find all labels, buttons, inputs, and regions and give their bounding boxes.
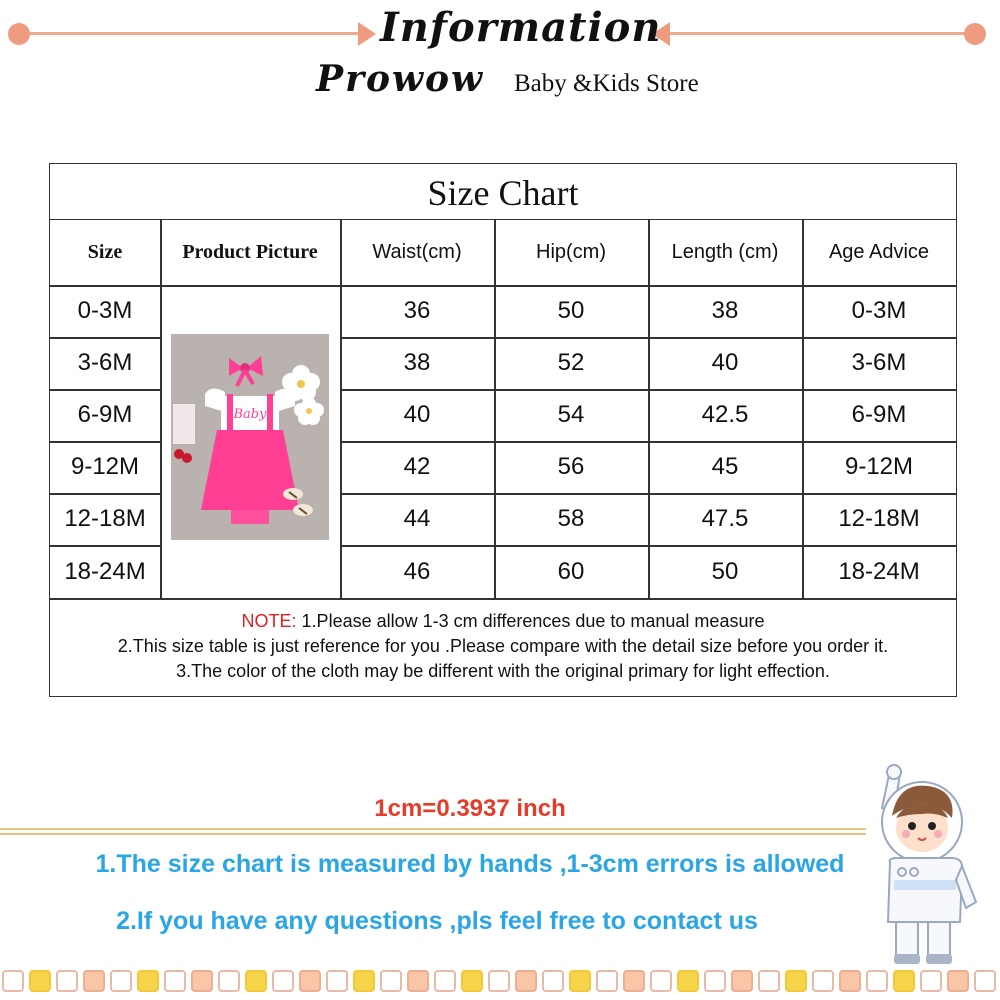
cell-hip: 56 xyxy=(557,453,585,480)
divider-line xyxy=(0,833,866,835)
border-tile xyxy=(164,970,186,992)
border-tile xyxy=(218,970,240,992)
cell-size: 9-12M xyxy=(70,453,140,480)
border-tile xyxy=(920,970,942,992)
cell-length: 47.5 xyxy=(701,505,749,532)
border-tile xyxy=(650,970,672,992)
border-tile xyxy=(866,970,888,992)
column-header-waist: Waist(cm) xyxy=(372,240,462,263)
size-chart-table xyxy=(49,163,957,697)
border-tile xyxy=(704,970,726,992)
cell-waist: 40 xyxy=(403,401,431,428)
header-dot-right xyxy=(964,23,986,45)
cell-age: 9-12M xyxy=(844,453,914,480)
column-header-product-picture: Product Picture xyxy=(182,240,318,263)
border-tile xyxy=(596,970,618,992)
border-tile xyxy=(353,970,375,992)
border-tile xyxy=(191,970,213,992)
border-tile xyxy=(56,970,78,992)
cell-waist: 42 xyxy=(403,453,431,480)
header-line-left xyxy=(22,32,362,35)
border-tile xyxy=(785,970,807,992)
column-header-length: Length (cm) xyxy=(671,240,779,263)
info-line-1: 1.The size chart is measured by hands ,1-3cm errors is allowed xyxy=(95,850,845,878)
cell-hip: 60 xyxy=(557,557,585,585)
header-arrow-right-icon xyxy=(358,22,376,46)
cell-length: 40 xyxy=(711,349,739,376)
border-tile xyxy=(839,970,861,992)
cell-size: 3-6M xyxy=(77,349,133,376)
cell-length: 42.5 xyxy=(701,401,749,428)
cell-age: 0-3M xyxy=(851,297,907,324)
border-tile xyxy=(272,970,294,992)
border-tile xyxy=(461,970,483,992)
border-tile xyxy=(542,970,564,992)
info-line-2: 2.If you have any questions ,pls feel free to contact us xyxy=(116,907,758,935)
border-tile xyxy=(758,970,780,992)
cell-size: 12-18M xyxy=(64,505,146,532)
cell-age: 3-6M xyxy=(851,349,907,376)
cell-size: 6-9M xyxy=(77,401,133,428)
border-tile xyxy=(110,970,132,992)
border-tile xyxy=(245,970,267,992)
column-header-hip: Hip(cm) xyxy=(536,240,606,263)
product-picture xyxy=(171,334,329,540)
cell-hip: 54 xyxy=(557,401,585,428)
border-tile xyxy=(623,970,645,992)
size-chart-notes xyxy=(50,599,956,696)
header-line-right xyxy=(665,32,973,35)
cell-size: 18-24M xyxy=(64,557,146,585)
border-tile xyxy=(326,970,348,992)
border-tile xyxy=(974,970,996,992)
column-header-age-advice: Age Advice xyxy=(828,240,930,263)
border-tile xyxy=(299,970,321,992)
store-subtitle: Baby &Kids Store xyxy=(514,70,699,97)
border-tile xyxy=(434,970,456,992)
column-header-size: Size xyxy=(87,240,123,263)
cell-age: 18-24M xyxy=(838,557,920,585)
note-line-2: 2.This size table is just reference for you .Please compare with the detail size before you order it. xyxy=(117,636,889,656)
cell-waist: 38 xyxy=(403,349,431,376)
cell-size: 0-3M xyxy=(77,297,133,324)
size-chart-title: Size Chart xyxy=(50,164,956,220)
astronaut-boy-illustration-icon xyxy=(868,762,980,968)
cell-hip: 58 xyxy=(557,505,585,532)
cell-length: 45 xyxy=(711,453,739,480)
unit-conversion: 1cm=0.3937 inch xyxy=(374,795,566,822)
cell-length: 38 xyxy=(711,297,739,324)
border-tile xyxy=(2,970,24,992)
cell-hip: 50 xyxy=(557,297,585,324)
border-tile xyxy=(83,970,105,992)
border-tile xyxy=(569,970,591,992)
border-tile xyxy=(137,970,159,992)
note-line-3: 3.The color of the cloth may be different with the original primary for light effection. xyxy=(176,661,830,681)
border-tile xyxy=(380,970,402,992)
border-tile xyxy=(677,970,699,992)
border-tile xyxy=(407,970,429,992)
cell-age: 12-18M xyxy=(838,505,920,532)
romper-product-photo-icon xyxy=(171,334,329,540)
cell-length: 50 xyxy=(711,557,739,585)
border-tile xyxy=(731,970,753,992)
border-tile xyxy=(29,970,51,992)
header-dot-left xyxy=(8,23,30,45)
border-tile xyxy=(893,970,915,992)
border-tile xyxy=(947,970,969,992)
note-label: NOTE: xyxy=(241,611,297,631)
note-text-1: 1.Please allow 1-3 cm differences due to manual measure xyxy=(296,611,765,631)
cell-waist: 46 xyxy=(403,557,431,585)
note-line-1 xyxy=(50,609,956,634)
page-title: Information xyxy=(380,4,662,51)
cell-age: 6-9M xyxy=(851,401,907,428)
border-tile xyxy=(812,970,834,992)
border-tile xyxy=(515,970,537,992)
border-tile xyxy=(488,970,510,992)
cell-waist: 36 xyxy=(403,297,431,324)
cell-hip: 52 xyxy=(557,349,585,376)
brand-logo: Prowow xyxy=(316,58,485,100)
divider-line xyxy=(0,828,866,830)
romper-embroidery: Baby xyxy=(233,407,267,422)
decorative-border xyxy=(0,970,1000,1000)
cell-waist: 44 xyxy=(403,505,431,532)
